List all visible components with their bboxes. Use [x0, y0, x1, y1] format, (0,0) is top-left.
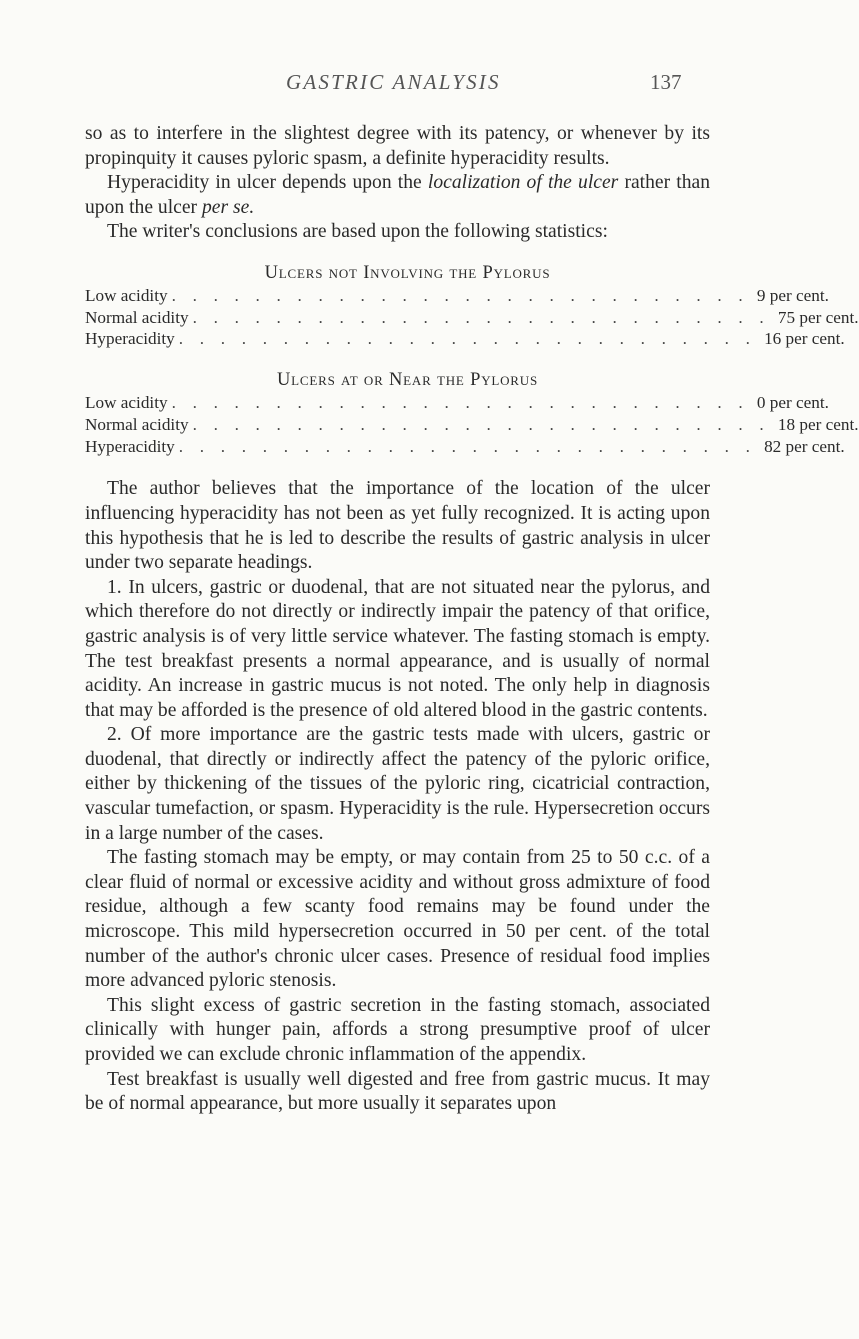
- paragraph-statistics-intro: The writer's conclusions are based upon the following statistics:: [107, 221, 608, 243]
- paragraph-continuation: so as to interfere in the slightest degree with its patency, or whenever by its propinquity it causes pyloric spasm, a definite hyperacidity results.: [85, 123, 710, 169]
- paragraph-point-2: 2. Of more importance are the gastric tests made with ulcers, gastric or duodenal, that directly or indirectly affect the patency of the pyloric orifice, either by thickening of the tissues of the pyloric ring, cicatricial contraction, vascular tumefaction, or spasm. Hyperacidity is the rule. Hypersecretion occurs in a large number of the cases.: [85, 724, 710, 844]
- stats-label: Low acidity: [85, 392, 168, 412]
- stats-heading: Ulcers at or Near the Pylorus: [276, 370, 538, 391]
- stats-value: 18 per cent.: [777, 414, 859, 434]
- dot-leader: . . . . . . . . . . . . . . . . . . . . . . . . . . . .: [178, 329, 757, 349]
- paragraph-author-belief: The author believes that the importance of the location of the ulcer influencing hyperacidity has not been as yet fully recognized. It is acting upon this hypothesis that he is led to describe the results of gastric analysis in ulcer under two separate headings.: [85, 478, 710, 574]
- paragraph-localization: [85, 171, 710, 220]
- stats-value: 82 per cent.: [764, 436, 845, 456]
- dot-leader: . . . . . . . . . . . . . . . . . . . . . . . . . . . .: [171, 392, 749, 412]
- paragraph-point-1: 1. In ulcers, gastric or duodenal, that are not situated near the pylorus, and which therefore do not directly or indirectly impair the patency of that orifice, gastric analysis is of very little service whatever. The fasting stomach is empty. The test breakfast presents a normal appearance, and is usually of normal acidity. An increase in gastric mucus is not noted. The only help in diagnosis that may be afforded is the presence of old altered blood in the gastric contents.: [85, 576, 710, 721]
- stats-label: Normal acidity: [85, 414, 189, 434]
- paragraph-slight-excess: This slight excess of gastric secretion in the fasting stomach, associated clinically with hunger pain, affords a strong presumptive proof of ulcer provided we can exclude chronic inflammation of the appendix.: [85, 994, 710, 1065]
- dot-leader: . . . . . . . . . . . . . . . . . . . . . . . . . . . .: [171, 285, 749, 305]
- paragraph-text: Hyperacidity in ulcer depends upon the: [107, 172, 428, 194]
- stats-heading: Ulcers not Involving the Pylorus: [264, 262, 551, 283]
- paragraph-fasting-stomach: The fasting stomach may be empty, or may contain from 25 to 50 c.c. of a clear fluid of normal or excessive acidity and without gross admixture of food residue, although a few scanty food remains may be found under the microscope. This mild hypersecretion occurred in 50 per cent. of the total number of the author's chronic ulcer cases. Presence of residual food implies more advanced pyloric stenosis.: [85, 847, 710, 992]
- stats-row: [85, 285, 829, 307]
- running-head-title: GASTRIC ANALYSIS: [286, 70, 501, 94]
- stats-row: [85, 307, 859, 329]
- running-head: [0, 70, 800, 100]
- stats-value: 9 per cent.: [756, 285, 829, 305]
- stats-label: Hyperacidity: [85, 436, 175, 456]
- stats-value: 16 per cent.: [764, 329, 845, 349]
- dot-leader: . . . . . . . . . . . . . . . . . . . . . . . . . . . .: [192, 414, 770, 434]
- statistics-table: [85, 262, 859, 457]
- stats-row: [85, 328, 845, 350]
- stats-value: 75 per cent.: [777, 307, 859, 327]
- stats-row: [85, 414, 859, 436]
- page-number: 137: [650, 70, 682, 94]
- dot-leader: . . . . . . . . . . . . . . . . . . . . . . . . . . . .: [192, 307, 770, 327]
- emphasis-localization: localization of the ulcer: [427, 172, 619, 194]
- dot-leader: . . . . . . . . . . . . . . . . . . . . . . . . . . . .: [178, 436, 757, 456]
- body-text: [85, 122, 859, 1117]
- stats-group-not-involving-pylorus: [85, 262, 859, 350]
- stats-group-near-pylorus: [85, 370, 859, 457]
- stats-label: Low acidity: [85, 285, 168, 305]
- stats-value: 0 per cent.: [756, 392, 829, 412]
- emphasis-per-se: per se.: [201, 196, 255, 218]
- stats-row: [85, 436, 845, 458]
- stats-label: Hyperacidity: [85, 329, 175, 349]
- stats-row: [85, 392, 829, 414]
- stats-label: Normal acidity: [85, 307, 189, 327]
- paragraph-test-breakfast: Test breakfast is usually well digested and free from gastric mucus. It may be of normal appearance, but more usually it separates upon: [85, 1068, 710, 1115]
- paragraph-text: rather than upon the ulcer: [85, 172, 711, 218]
